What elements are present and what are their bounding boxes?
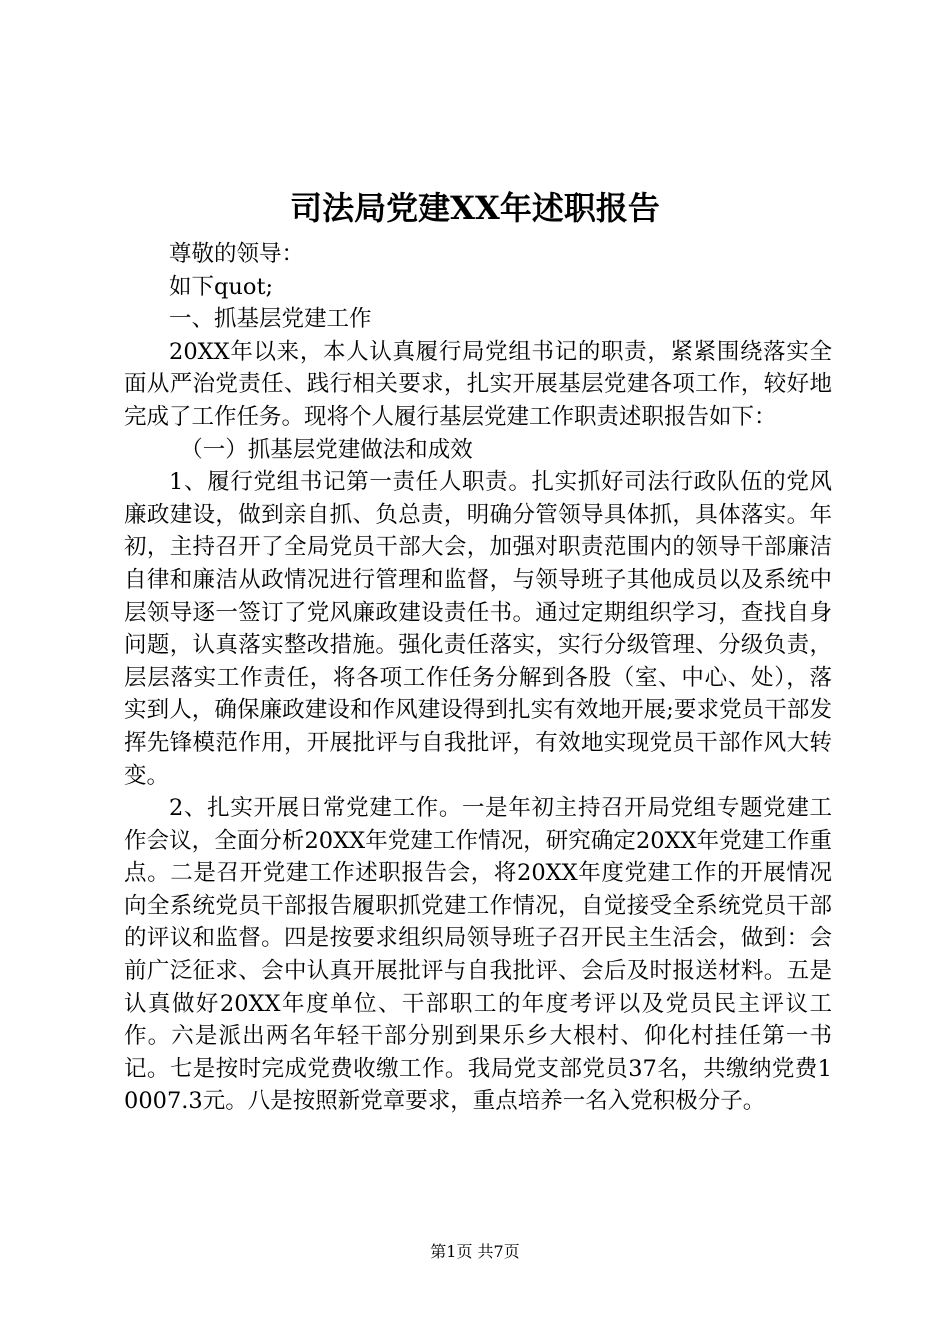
- intro-line: 如下quot;: [169, 273, 274, 300]
- body-paragraph: 2、扎实开展日常党建工作。一是年初主持召开局党组专题党建工作会议，全面分析20XX年党建工作情况，研究确定20XX年党建工作重点。二是召开党建工作述职报告会，将20XX年度党建工作的开展情况向全系统党员干部报告履职抓党建工作情况，自觉接受全系统党员干部的评议和监督。四是按要求组织局领导班子召开民主生活会，做到：会前广泛征求、会中认真开展批评与自我批评、会后及时报送材料。五是认真做好20XX年度单位、干部职工的年度考评以及党员民主评议工作。六是派出两名年轻干部分别到果乐乡大根村、仰化村挂任第一书记。七是按时完成党费收缴工作。我局党支部党员37名，共缴纳党费10007.3元。八是按照新党章要求，重点培养一名入党积极分子。: [124, 795, 832, 1115]
- document-body: [124, 238, 832, 1118]
- subsection-heading: （一）抓基层党建做法和成效: [180, 436, 473, 463]
- document-title: 司法局党建XX年述职报告: [290, 189, 660, 227]
- page-footer: 第1页 共7页: [430, 1242, 520, 1261]
- body-paragraph: 1、履行党组书记第一责任人职责。扎实抓好司法行政队伍的党风廉政建设，做到亲自抓、负总责，明确分管领导具体抓，具体落实。年初，主持召开了全局党员干部大会，加强对职责范围内的领导干部廉洁自律和廉洁从政情况进行管理和监督，与领导班子其他成员以及系统中层领导逐一签订了党风廉政建设责任书。通过定期组织学习，查找自身问题，认真落实整改措施。强化责任落实，实行分级管理、分级负责，层层落实工作责任，将各项工作任务分解到各股（室、中心、处），落实到人，确保廉政建设和作风建设得到扎实有效地开展;要求党员干部发挥先锋模范作用，开展批评与自我批评，有效地实现党员干部作风大转变。: [124, 469, 832, 789]
- section-heading: 一、抓基层党建工作: [169, 306, 372, 333]
- body-paragraph: 20XX年以来，本人认真履行局党组书记的职责，紧紧围绕落实全面从严治党责任、践行相关要求，扎实开展基层党建各项工作，较好地完成了工作任务。现将个人履行基层党建工作职责述职报告如下：: [124, 338, 832, 430]
- salutation: 尊敬的领导：: [169, 241, 305, 267]
